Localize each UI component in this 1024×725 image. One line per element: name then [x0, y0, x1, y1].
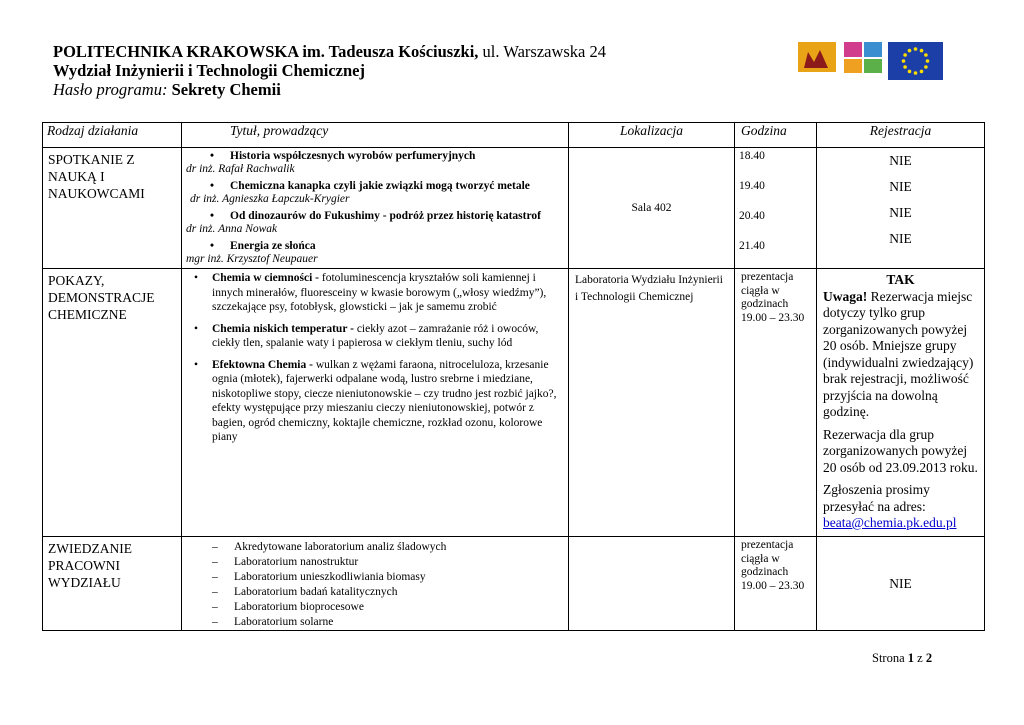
program-table — [42, 122, 985, 631]
reg-shows — [817, 269, 985, 537]
hour-2: 19.40 — [739, 180, 765, 192]
header-registration: Rejestracja — [817, 123, 985, 148]
lab-item: – Laboratorium unieszkodliwiania biomasy — [212, 570, 560, 585]
row-shows — [43, 269, 985, 537]
lab-item: – Laboratorium bioprocesowe — [212, 600, 560, 615]
talk-1: • Historia współczesnych wyrobów perfumeryjnych dr inż. Rafał Rachwalik — [182, 148, 568, 178]
hour-1: 18.40 — [739, 150, 765, 162]
reg-4: NIE — [889, 231, 912, 246]
hour-4: 21.40 — [739, 240, 765, 252]
eu-flag-icon — [888, 42, 943, 80]
lab-item: – Laboratorium badań katalitycznych — [212, 585, 560, 600]
talk-2: • Chemiczna kanapka czyli jakie związki mogą tworzyć metale dr inż. Agnieszka Łapczuk-Krygier — [182, 178, 568, 208]
show-item-3: • Efektowna Chemia - wulkan z wężami faraona, nitroceluloza, krzesanie ognia (młotek), fajerwerki odpalane wodą, lustro srebrne i miedziane, niskotopliwe stopy, ciecze nieniutonowskie – czy trudno jest rozbić jajko?, efekty występujące przy mieszaniu cieczy nieniutonowskiej, potwór z bagien, ogród chemiczny, koktajle chemiczne, rozkład ozonu, kolorowe piany — [190, 358, 560, 445]
page-number: Strona 1 z 2 — [872, 651, 933, 665]
location-meetings: Sala 402 — [569, 148, 735, 269]
reg-3: NIE — [889, 205, 912, 220]
row-tour — [43, 537, 985, 631]
header-line-3: Hasło programu: Sekrety Chemii — [53, 80, 281, 99]
reg-email-link[interactable]: beata@chemia.pk.edu.pl — [823, 515, 957, 530]
header-location: Lokalizacja — [569, 123, 735, 148]
location-shows: Laboratoria Wydziału Inżynierii i Technologii Chemicznej — [569, 269, 735, 537]
kind-shows: POKAZY, DEMONSTRACJE CHEMICZNE — [43, 269, 182, 537]
reg-shows-title: TAK — [886, 272, 915, 287]
malopolska-logo-icon — [798, 42, 836, 80]
reg-1: NIE — [889, 153, 912, 168]
header-kind: Rodzaj działania — [43, 123, 182, 148]
header-line-1: POLITECHNIKA KRAKOWSKA im. Tadeusza Kościuszki, ul. Warszawska 24 — [53, 42, 607, 61]
reg-tour: NIE — [817, 537, 985, 631]
hour-shows: prezentacja ciągła w godzinach 19.00 – 23.30 — [735, 269, 817, 537]
marie-curie-logo-icon — [844, 42, 882, 80]
show-item-1: • Chemia w ciemności - fotoluminescencja kryształów soli kamiennej i innych minerałów, fluoresceiny w kwasie borowym („włosy wiedźmy”), szczekające psy, fotobłysk, glowsticki – jak je samemu zrobić — [190, 271, 560, 315]
location-tour — [569, 537, 735, 631]
reg-2: NIE — [889, 179, 912, 194]
kind-meetings: SPOTKANIE Z NAUKĄ I NAUKOWCAMI — [43, 148, 182, 269]
header-hour: Godzina — [735, 123, 817, 148]
document-header — [53, 42, 606, 99]
hour-tour: prezentacja ciągła w godzinach 19.00 – 23.30 — [735, 537, 817, 631]
table-header-row — [43, 123, 985, 148]
header-title: Tytuł, prowadzący — [182, 123, 569, 148]
row-meetings — [43, 148, 985, 269]
kind-tour: ZWIEDZANIE PRACOWNI WYDZIAŁU — [43, 537, 182, 631]
lab-item: – Laboratorium nanostruktur — [212, 555, 560, 570]
show-item-2: • Chemia niskich temperatur - ciekły azot – zamrażanie róż i owoców, ciekły tlen, spalanie waty i papierosa w ciekłym tleniu, suchy lód — [190, 322, 560, 351]
reg-shows-contact: Zgłoszenia prosimy przesyłać na adres: — [823, 482, 930, 514]
reg-shows-note: Uwaga! Rezerwacja miejsc dotyczy tylko grup zorganizowanych powyżej 20 osób. Mniejsze grupy (indywidualni zwiedzający) brak rejestracji, możliwość przyjścia na dowolną godzinę. — [823, 288, 974, 419]
talk-4: • Energia ze słońca mgr inż. Krzysztof Neupauer — [182, 238, 568, 268]
header-line-2: Wydział Inżynierii i Technologii Chemicznej — [53, 61, 365, 80]
reg-shows-groups: Rezerwacja dla grup zorganizowanych powyżej 20 osób od 23.09.2013 roku. — [823, 426, 978, 475]
lab-item: – Laboratorium solarne — [212, 615, 560, 630]
talk-3: • Od dinozaurów do Fukushimy - podróż przez historię katastrof dr inż. Anna Nowak — [182, 208, 568, 238]
lab-item: – Akredytowane laboratorium analiz śladowych — [212, 540, 560, 555]
hour-3: 20.40 — [739, 210, 765, 222]
